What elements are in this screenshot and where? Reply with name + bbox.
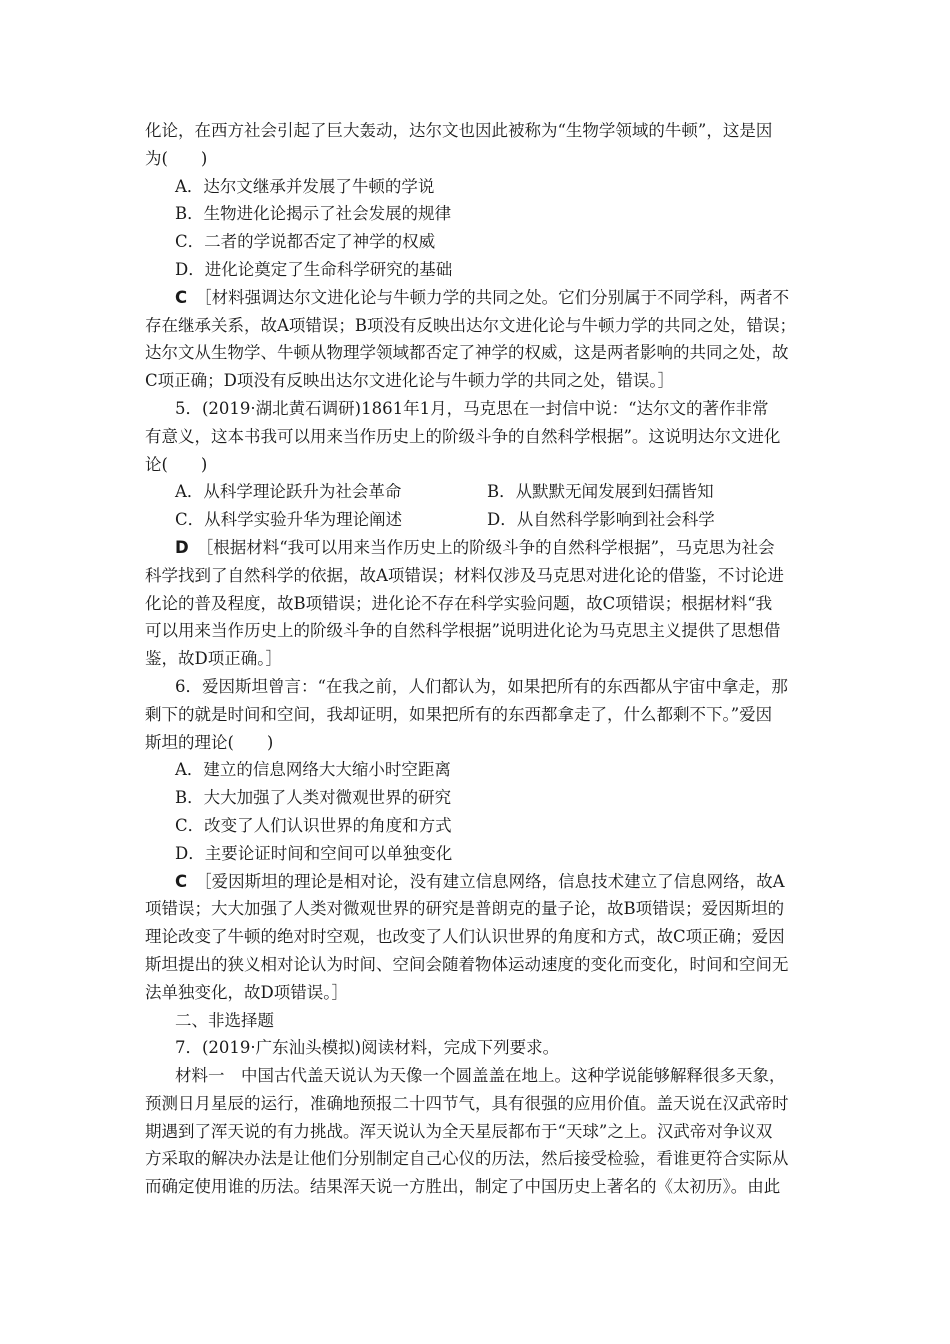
q4-option-b: B．生物进化论揭示了社会发展的规律 bbox=[175, 204, 452, 224]
q5-stem-line-2: 有意义，这本书我可以用来当作历史上的阶级斗争的自然科学根据”。这说明达尔文进化 bbox=[145, 426, 781, 446]
q6-option-b: B．大大加强了人类对微观世界的研究 bbox=[175, 788, 452, 808]
q4-option-a: A．达尔文继承并发展了牛顿的学说 bbox=[175, 176, 435, 196]
q6-explanation-line-5: 法单独变化，故D项错误。］ bbox=[145, 982, 348, 1002]
q6-explanation-text: ［爱因斯坦的理论是相对论，没有建立信息网络，信息技术建立了信息网络，故A bbox=[195, 871, 785, 891]
q5-explanation-line-3: 化论的普及程度，故B项错误；进化论不存在科学实验问题，故C项错误；根据材料“我 bbox=[145, 593, 773, 613]
q6-option-c: C．改变了人们认识世界的角度和方式 bbox=[175, 815, 452, 835]
q6-stem-line-1: 6．爱因斯坦曾言：“在我之前，人们都认为，如果把所有的东西都从宇宙中拿走，那 bbox=[175, 676, 788, 696]
q5-option-d: D．从自然科学影响到社会科学 bbox=[487, 510, 715, 530]
document-page bbox=[145, 117, 815, 1201]
q4-explanation-line-2: 存在继承关系，故A项错误；B项没有反映出达尔文进化论与牛顿力学的共同之处，错误； bbox=[145, 315, 797, 335]
q6-explanation-line-4: 斯坦提出的狭义相对论认为时间、空间会随着物体运动速度的变化而变化，时间和空间无 bbox=[145, 954, 789, 974]
q6-option-a: A．建立的信息网络大大缩小时空距离 bbox=[175, 760, 451, 780]
q6-answer: C bbox=[175, 871, 188, 891]
material-line-5: 而确定使用谁的历法。结果浑天说一方胜出，制定了中国历史上著名的《太初历》。由此 bbox=[145, 1177, 781, 1197]
q4-explanation-text: ［材料强调达尔文进化论与牛顿力学的共同之处。它们分别属于不同学科，两者不 bbox=[195, 287, 790, 307]
material-line-3: 期遇到了浑天说的有力挑战。浑天说认为全天星辰都布于“天球”之上。汉武帝对争议双 bbox=[145, 1121, 773, 1141]
q4-stem-line-1: 化论，在西方社会引起了巨大轰动，达尔文也因此被称为“生物学领域的牛顿”，这是因 bbox=[145, 121, 773, 140]
q4-explanation-line-1 bbox=[145, 284, 815, 312]
q5-option-c: C．从科学实验升华为理论阐述 bbox=[175, 510, 403, 530]
q5-explanation-text: ［根据材料“我可以用来当作历史上的阶级斗争的自然科学根据”，马克思为社会 bbox=[196, 537, 775, 557]
q4-stem-line-2: 为( ) bbox=[145, 148, 208, 168]
q4-option-d: D．进化论奠定了生命科学研究的基础 bbox=[175, 259, 453, 279]
q6-stem-line-2: 剩下的就是时间和空间，我却证明，如果把所有的东西都拿走了，什么都剩不下。”爱因 bbox=[145, 704, 773, 724]
q4-explanation-line-4: C项正确；D项没有反映出达尔文进化论与牛顿力学的共同之处，错误。］ bbox=[145, 371, 675, 391]
q6-explanation-line-2: 项错误；大大加强了人类对微观世界的研究是普朗克的量子论，故B项错误；爱因斯坦的 bbox=[145, 899, 785, 919]
q5-options-row-1 bbox=[145, 478, 815, 506]
q6-explanation-line-3: 理论改变了牛顿的绝对时空观，也改变了人们认识世界的角度和方式，故C项正确；爱因 bbox=[145, 927, 785, 947]
q5-explanation-line-2: 科学找到了自然科学的依据，故A项错误；材料仅涉及马克思对进化论的借鉴，不讨论进 bbox=[145, 565, 784, 585]
q5-explanation-line-5: 鉴，故D项正确。］ bbox=[145, 649, 282, 669]
q5-explanation-line-1 bbox=[145, 534, 815, 562]
section-heading: 二、非选择题 bbox=[175, 1010, 274, 1030]
q6-explanation-line-1 bbox=[145, 868, 815, 896]
material-line-2: 预测日月星辰的运行，准确地预报二十四节气，具有很强的应用价值。盖天说在汉武帝时 bbox=[145, 1093, 789, 1113]
q5-stem-line-3: 论( ) bbox=[145, 454, 208, 474]
q5-options-row-2 bbox=[145, 506, 815, 534]
q7-stem: 7．(2019·广东汕头模拟)阅读材料，完成下列要求。 bbox=[175, 1038, 560, 1058]
q5-answer: D bbox=[175, 537, 189, 557]
q5-stem-line-1: 5．(2019·湖北黄石调研)1861年1月，马克思在一封信中说：“达尔文的著作非常 bbox=[175, 398, 769, 418]
q5-option-a: A．从科学理论跃升为社会革命 bbox=[175, 482, 402, 502]
q5-option-b: B．从默默无闻发展到妇孺皆知 bbox=[487, 482, 714, 502]
material-line-4: 方采取的解决办法是让他们分别制定自己心仪的历法，然后接受检验，看谁更符合实际从 bbox=[145, 1149, 789, 1169]
material-line-1: 材料一 中国古代盖天说认为天像一个圆盖盖在地上。这种学说能够解释很多天象， bbox=[175, 1066, 786, 1086]
q6-option-d: D．主要论证时间和空间可以单独变化 bbox=[175, 843, 453, 863]
q5-explanation-line-4: 可以用来当作历史上的阶级斗争的自然科学根据”说明进化论为马克思主义提供了思想借 bbox=[145, 621, 781, 641]
q6-stem-line-3: 斯坦的理论( ) bbox=[145, 732, 274, 752]
q4-answer: C bbox=[175, 287, 188, 307]
q4-explanation-line-3: 达尔文从生物学、牛顿从物理学领域都否定了神学的权威，这是两者影响的共同之处，故 bbox=[145, 343, 789, 363]
q4-option-c: C．二者的学说都否定了神学的权威 bbox=[175, 232, 436, 252]
